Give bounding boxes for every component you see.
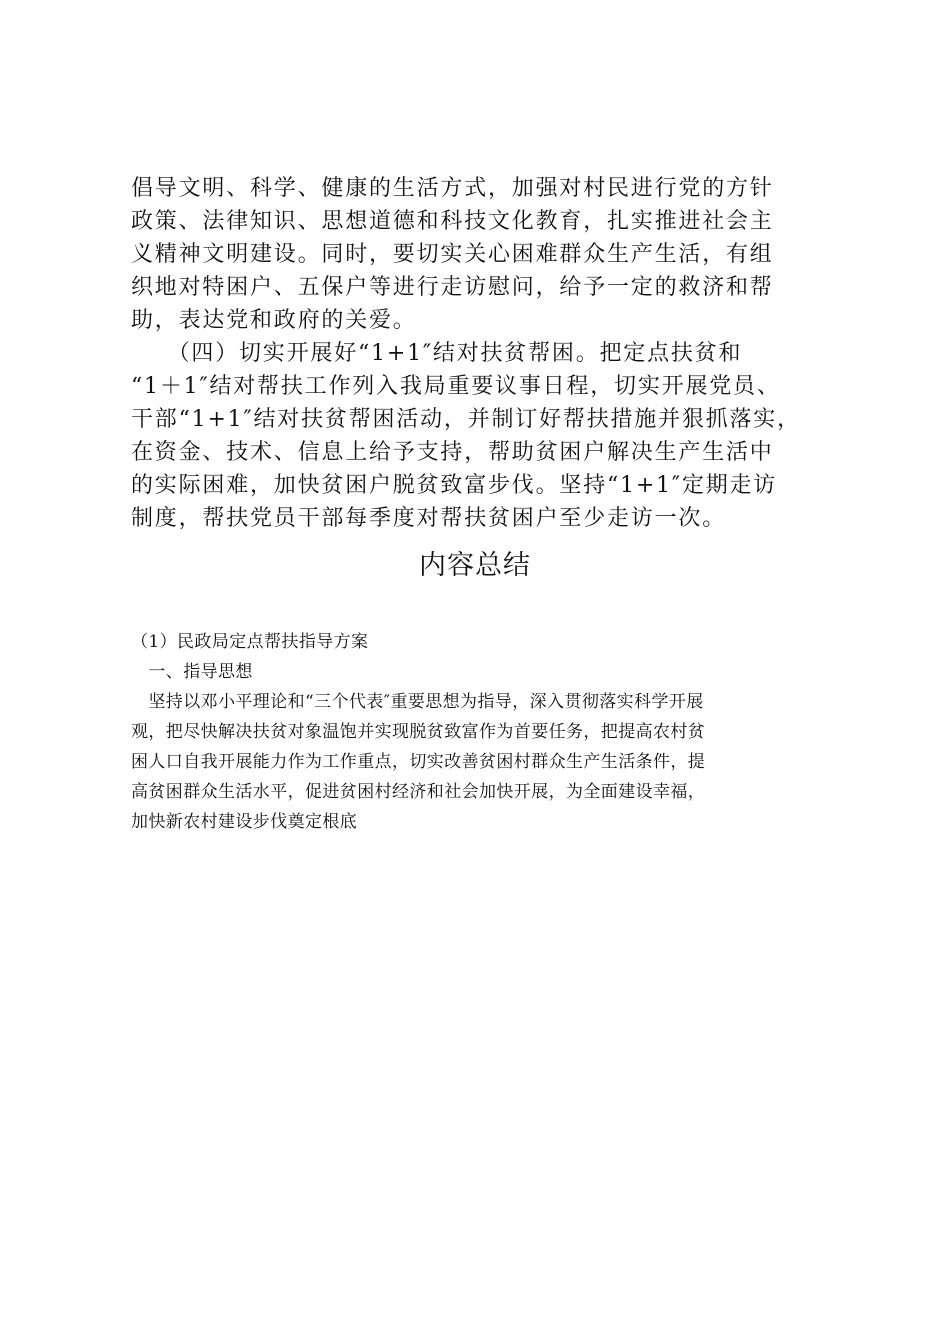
body-line: 义精神文明建设。同时，要切实关心困难群众生产生活，有组 [131,242,774,267]
summary-line: 观，把尽快解决扶贫对象温饱并实现脱贫致富作为首要任务，把提高农村贫 [131,722,706,742]
body-line: 制度，帮扶党员干部每季度对帮扶贫困户至少走访一次。 [131,506,727,531]
body-line: 织地对特困户、五保户等进行走访慰问，给予一定的救济和帮 [131,275,774,300]
body-line: 干部“1+1″结对扶贫帮困活动，并制订好帮扶措施并狠抓落实， [131,407,801,432]
body-line: 助，表达党和政府的关爱。 [131,308,417,333]
body-text [131,172,843,535]
summary-line: 一、指导思想 [131,662,253,682]
summary-text [131,627,843,837]
summary-line: 高贫困群众生活水平，促进贫困村经济和社会加快开展，为全面建设幸福， [131,782,706,802]
body-line: 的实际困难，加快贫困户脱贫致富步伐。坚持“1+1″定期走访 [131,473,778,498]
summary-title: 内容总结 [419,550,531,581]
summary-line: （1）民政局定点帮扶指导方案 [131,632,369,652]
body-line: 在资金、技术、信息上给予支持，帮助贫困户解决生产生活中 [131,440,774,465]
body-line: “1＋1″结对帮扶工作列入我局重要议事日程，切实开展党员、 [131,374,781,399]
summary-line: 加快新农村建设步伐奠定根底 [131,812,358,832]
body-line: 倡导文明、科学、健康的生活方式，加强对村民进行党的方针 [131,176,774,201]
summary-line: 坚持以邓小平理论和“三个代表″重要思想为指导，深入贯彻落实科学开展 [131,692,704,712]
body-line: 政策、法律知识、思想道德和科技文化教育，扎实推进社会主 [131,209,774,234]
summary-line: 困人口自我开展能力作为工作重点，切实改善贫困村群众生产生活条件，提 [131,752,706,772]
body-line: （四）切实开展好“1+1″结对扶贫帮困。把定点扶贫和 [131,341,743,366]
